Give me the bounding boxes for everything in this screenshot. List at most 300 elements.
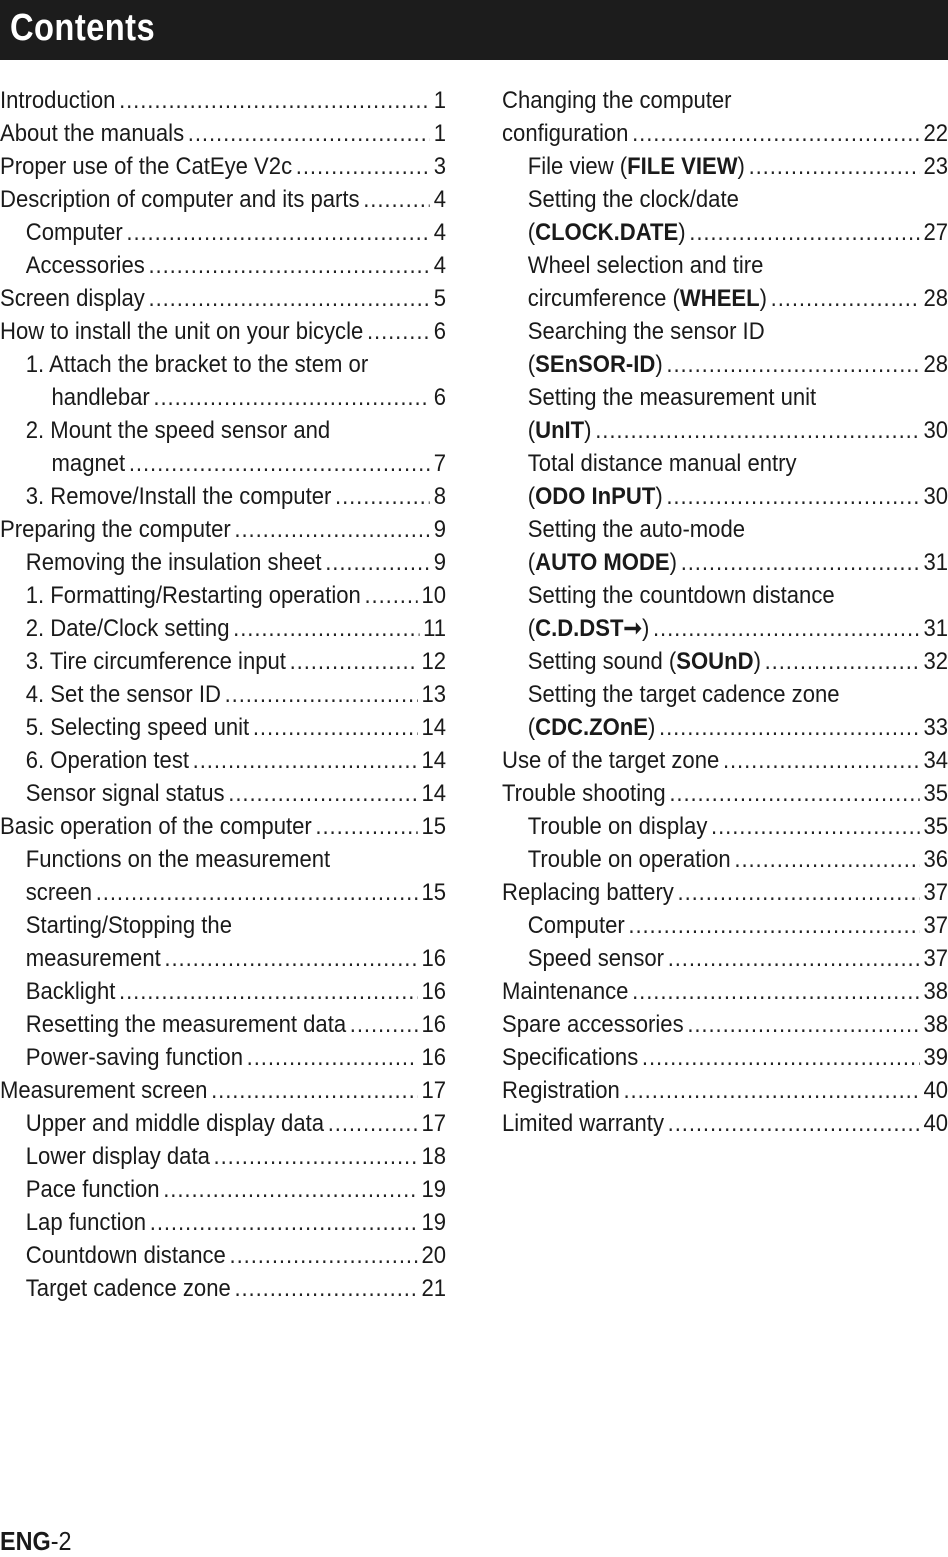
dot-leader <box>247 1041 418 1074</box>
toc-entry-line <box>0 84 446 117</box>
footer-page-number: -2 <box>50 1526 72 1556</box>
toc-entry-line <box>502 1041 948 1074</box>
toc-page-number: 14 <box>421 780 447 807</box>
toc-entry[interactable] <box>502 183 948 249</box>
dot-leader <box>681 546 920 579</box>
toc-entry[interactable] <box>0 1074 446 1107</box>
toc-entry-label: Resetting the measurement data <box>25 1011 347 1038</box>
toc-page-number: 17 <box>421 1077 447 1104</box>
dot-leader <box>666 348 919 381</box>
dot-leader <box>367 315 430 348</box>
toc-page-number: 27 <box>923 219 948 246</box>
dot-leader <box>765 645 920 678</box>
toc-page-number: 4 <box>433 186 447 213</box>
dot-leader <box>711 810 920 843</box>
toc-entry-line <box>502 117 948 150</box>
toc-entry-label: Limited warranty <box>502 1110 664 1137</box>
dot-leader <box>164 942 417 975</box>
toc-page-number: 37 <box>923 912 948 939</box>
toc-entry[interactable] <box>502 447 948 513</box>
toc-entry-label: Setting sound (SOUnD) <box>527 648 761 675</box>
dot-leader <box>632 975 920 1008</box>
toc-entry[interactable] <box>0 1206 446 1239</box>
toc-entry[interactable] <box>0 216 446 249</box>
toc-entry[interactable] <box>502 249 948 315</box>
toc-entry-setting-name: C.D.DST➞ <box>535 615 642 642</box>
toc-entry-label: 2. Date/Clock setting <box>25 615 230 642</box>
toc-entry-label: Use of the target zone <box>502 747 720 774</box>
toc-entry-line <box>0 447 446 480</box>
toc-entry-line <box>502 546 948 579</box>
toc-entry-label: Computer <box>527 912 625 939</box>
toc-entry-line <box>0 876 446 909</box>
toc-entry-line <box>0 975 446 1008</box>
toc-entry-line <box>0 1008 446 1041</box>
toc-entry-title-line: 1. Attach the bracket to the stem or <box>25 351 369 378</box>
toc-page-number: 11 <box>423 615 447 642</box>
toc-entry-line <box>0 513 446 546</box>
toc-entry-label: (SEnSOR-ID) <box>527 351 663 378</box>
toc-entry[interactable] <box>0 975 446 1008</box>
toc-entry[interactable] <box>502 909 948 942</box>
toc-entry-line <box>502 414 948 447</box>
toc-entry-title-line: Searching the sensor ID <box>527 318 765 345</box>
toc-entry-line <box>0 1140 446 1173</box>
toc-entry-line <box>502 777 948 810</box>
toc-entry[interactable] <box>0 1008 446 1041</box>
toc-entry[interactable] <box>0 150 446 183</box>
toc-entry[interactable] <box>0 1272 446 1305</box>
toc-page-number: 20 <box>421 1242 447 1269</box>
toc-page-number: 30 <box>923 483 948 510</box>
toc-entry-label: Sensor signal status <box>25 780 225 807</box>
dot-leader <box>335 480 430 513</box>
toc-entry[interactable] <box>0 711 446 744</box>
toc-page-number: 4 <box>433 252 447 279</box>
toc-page-number: 39 <box>923 1044 948 1071</box>
toc-page-number: 37 <box>923 945 948 972</box>
toc-entry-setting-name: ODO InPUT <box>535 483 656 510</box>
toc-entry-title-line: Setting the measurement unit <box>527 384 817 411</box>
toc-entry-label: Maintenance <box>502 978 629 1005</box>
toc-entry-title-line: 2. Mount the speed sensor and <box>25 417 331 444</box>
toc-entry[interactable] <box>0 810 446 843</box>
toc-entry-line <box>0 150 446 183</box>
toc-entry[interactable] <box>502 678 948 744</box>
toc-entry-line <box>0 117 446 150</box>
dot-leader <box>253 711 418 744</box>
dot-leader <box>148 249 430 282</box>
toc-entry-title-line: Setting the target cadence zone <box>527 681 840 708</box>
toc-entry-label: Spare accessories <box>502 1011 684 1038</box>
dot-leader <box>230 1239 418 1272</box>
toc-entry-title-line: Starting/Stopping the <box>25 912 232 939</box>
toc-entry-line <box>0 1107 446 1140</box>
toc-page-number: 1 <box>433 120 447 147</box>
toc-page-number: 5 <box>433 285 447 312</box>
dot-leader <box>687 1008 919 1041</box>
toc-entry-label: Basic operation of the computer <box>0 813 312 840</box>
toc-entry-line <box>502 876 948 909</box>
toc-page-number: 9 <box>433 516 447 543</box>
toc-entry-line <box>0 546 446 579</box>
toc-entry-label: Specifications <box>502 1044 639 1071</box>
dot-leader <box>771 282 920 315</box>
toc-page-number: 18 <box>421 1143 447 1170</box>
toc-entry-setting-name: SEnSOR-ID <box>535 351 656 378</box>
dot-leader <box>659 711 920 744</box>
toc-page-number: 28 <box>923 351 948 378</box>
toc-entry-label: Introduction <box>0 87 116 114</box>
toc-entry-label: File view (FILE VIEW) <box>527 153 745 180</box>
toc-entry-label: Countdown distance <box>25 1242 226 1269</box>
toc-entry-line <box>0 744 446 777</box>
dot-leader <box>233 612 419 645</box>
toc-page-number: 16 <box>421 1044 447 1071</box>
toc-page-number: 31 <box>923 615 948 642</box>
toc-entry[interactable] <box>0 744 446 777</box>
toc-entry-line <box>0 579 446 612</box>
toc-entry[interactable] <box>0 546 446 579</box>
toc-entry-label: measurement <box>25 945 161 972</box>
toc-page-number: 4 <box>433 219 447 246</box>
toc-entry-line <box>0 645 446 678</box>
toc-entry-title-line: Total distance manual entry <box>527 450 797 477</box>
dot-leader <box>119 975 418 1008</box>
dot-leader <box>188 117 430 150</box>
toc-entry[interactable] <box>0 183 446 216</box>
toc-entry-setting-name: UnIT <box>535 417 585 444</box>
toc-page-number: 3 <box>433 153 447 180</box>
toc-page-number: 12 <box>421 648 447 675</box>
toc-entry[interactable] <box>502 975 948 1008</box>
toc-entry-line <box>502 810 948 843</box>
toc-entry[interactable] <box>0 1041 446 1074</box>
toc-page-number: 40 <box>923 1077 948 1104</box>
toc-entry-label: Backlight <box>25 978 116 1005</box>
dot-leader <box>328 1107 418 1140</box>
toc-entry-line <box>502 480 948 513</box>
toc-entry-line <box>0 183 446 216</box>
toc-entry-line <box>502 843 948 876</box>
toc-entry[interactable] <box>502 843 948 876</box>
toc-page-number: 21 <box>421 1275 447 1302</box>
toc-entry[interactable] <box>0 777 446 810</box>
toc-page-number: 31 <box>923 549 948 576</box>
dot-leader <box>669 777 919 810</box>
toc-entry-title-line: Changing the computer <box>502 87 732 114</box>
toc-page-number: 14 <box>421 747 447 774</box>
toc-entry[interactable] <box>502 1107 948 1140</box>
toc-entry[interactable] <box>502 150 948 183</box>
dot-leader <box>653 612 920 645</box>
dot-leader <box>632 117 920 150</box>
toc-entry[interactable] <box>502 777 948 810</box>
toc-page-number: 6 <box>433 384 447 411</box>
toc-entry-setting-name: CLOCK.DATE <box>535 219 679 246</box>
toc-entry[interactable] <box>0 1239 446 1272</box>
toc-entry[interactable] <box>0 480 446 513</box>
toc-entry-label: Upper and middle display data <box>25 1110 325 1137</box>
toc-entry-setting-name: AUTO MODE <box>535 549 670 576</box>
dot-leader <box>119 84 430 117</box>
toc-page-number: 15 <box>421 813 447 840</box>
toc-entry-line <box>0 1074 446 1107</box>
dot-leader <box>350 1008 418 1041</box>
dot-leader <box>628 909 919 942</box>
toc-entry-line <box>0 942 446 975</box>
toc-entry-label: Removing the insulation sheet <box>25 549 322 576</box>
toc-entry-line <box>502 216 948 249</box>
toc-entry-label: Screen display <box>0 285 145 312</box>
toc-entry-line <box>0 249 446 282</box>
toc-page-number: 38 <box>923 978 948 1005</box>
toc-entry[interactable] <box>502 810 948 843</box>
toc-entry-label: About the manuals <box>0 120 185 147</box>
toc-entry-line <box>0 282 446 315</box>
toc-page-number: 13 <box>421 681 447 708</box>
toc-entry-label: (C.D.DST➞) <box>527 615 650 642</box>
toc-entry-label: Trouble on operation <box>527 846 731 873</box>
toc-entry[interactable] <box>0 678 446 711</box>
toc-entry[interactable] <box>502 744 948 777</box>
toc-entry-setting-name: CDC.ZOnE <box>535 714 648 741</box>
toc-entry[interactable] <box>502 315 948 381</box>
dot-leader <box>129 447 430 480</box>
toc-entry-line <box>0 711 446 744</box>
toc-entry-label: configuration <box>502 120 629 147</box>
toc-page-number: 36 <box>923 846 948 873</box>
page-footer <box>0 1526 72 1557</box>
toc-page-number: 7 <box>433 450 447 477</box>
toc-entry-title-line: Wheel selection and tire <box>527 252 764 279</box>
dot-leader <box>234 1272 417 1305</box>
toc-entry-label: Accessories <box>25 252 145 279</box>
dot-leader <box>126 216 430 249</box>
toc-page-number: 10 <box>421 582 447 609</box>
toc-entry-line <box>502 942 948 975</box>
dot-leader <box>150 1206 418 1239</box>
toc-entry-label: (UnIT) <box>527 417 592 444</box>
toc-entry-line <box>502 348 948 381</box>
toc-page-number: 30 <box>923 417 948 444</box>
toc-page-number: 16 <box>421 978 447 1005</box>
toc-entry-label: Computer <box>25 219 123 246</box>
toc-entry-line <box>502 150 948 183</box>
toc-entry-label: Registration <box>502 1077 620 1104</box>
dot-leader <box>364 579 417 612</box>
toc-entry[interactable] <box>502 942 948 975</box>
toc-entry-line <box>502 975 948 1008</box>
toc-entry-label: Replacing battery <box>502 879 674 906</box>
toc-entry-label: (CLOCK.DATE) <box>527 219 686 246</box>
dot-leader <box>723 744 920 777</box>
toc-entry[interactable] <box>0 1173 446 1206</box>
toc-entry[interactable] <box>502 579 948 645</box>
toc-page-number: 14 <box>421 714 447 741</box>
dot-leader <box>163 1173 418 1206</box>
toc-entry-line <box>0 1173 446 1206</box>
dot-leader <box>595 414 920 447</box>
toc-entry-line <box>502 612 948 645</box>
toc-page-number: 34 <box>923 747 948 774</box>
toc-entry-label: Speed sensor <box>527 945 665 972</box>
toc-page-number: 22 <box>923 120 948 147</box>
toc-entry[interactable] <box>0 348 446 414</box>
dot-leader <box>668 942 920 975</box>
toc-entry-line <box>0 1239 446 1272</box>
toc-entry[interactable] <box>0 249 446 282</box>
toc-entry-line <box>502 282 948 315</box>
toc-entry-line <box>502 1107 948 1140</box>
toc-entry-label: screen <box>25 879 93 906</box>
dot-leader <box>211 1074 418 1107</box>
toc-entry-label: Measurement screen <box>0 1077 208 1104</box>
toc-entry-line <box>502 1074 948 1107</box>
toc-entry-label: Target cadence zone <box>25 1275 231 1302</box>
toc-entry-title-line: Setting the countdown distance <box>527 582 835 609</box>
toc-entry-label: Preparing the computer <box>0 516 231 543</box>
toc-page-number: 15 <box>421 879 447 906</box>
toc-entry-label: Lap function <box>25 1209 147 1236</box>
toc-entry-line <box>0 381 446 414</box>
toc-entry-label: Pace function <box>25 1176 160 1203</box>
toc-entry-label: 5. Selecting speed unit <box>25 714 250 741</box>
toc-page-number: 16 <box>421 945 447 972</box>
dot-leader <box>734 843 919 876</box>
toc-entry[interactable] <box>0 645 446 678</box>
toc-entry-title-line: Setting the auto-mode <box>527 516 746 543</box>
dot-leader <box>234 513 430 546</box>
toc-entry-line <box>502 711 948 744</box>
toc-entry[interactable] <box>502 381 948 447</box>
toc-entry[interactable] <box>0 513 446 546</box>
toc-page-number: 19 <box>421 1209 447 1236</box>
toc-entry[interactable] <box>0 117 446 150</box>
dot-leader <box>363 183 430 216</box>
dot-leader <box>642 1041 920 1074</box>
toc-page-number: 16 <box>421 1011 447 1038</box>
toc-entry[interactable] <box>0 282 446 315</box>
toc-entry-label: (CDC.ZOnE) <box>527 714 656 741</box>
toc-entry-line <box>502 645 948 678</box>
dot-leader <box>749 150 920 183</box>
toc-entry-line <box>0 678 446 711</box>
toc-entry-label: 6. Operation test <box>25 747 190 774</box>
footer-language: ENG <box>0 1526 51 1556</box>
toc-page-number: 17 <box>421 1110 447 1137</box>
toc-entry-label: How to install the unit on your bicycle <box>0 318 364 345</box>
toc-entry[interactable] <box>502 1008 948 1041</box>
toc-entry[interactable] <box>0 843 446 909</box>
dot-leader <box>325 546 430 579</box>
dot-leader <box>623 1074 919 1107</box>
toc-entry[interactable] <box>502 645 948 678</box>
toc-entry-line <box>0 216 446 249</box>
toc-entry-title-line: Setting the clock/date <box>527 186 739 213</box>
dot-leader <box>214 1140 418 1173</box>
toc-entry-line <box>0 612 446 645</box>
toc-page-number: 6 <box>433 318 447 345</box>
toc-page-number: 9 <box>433 549 447 576</box>
dot-leader <box>149 282 431 315</box>
toc-entry[interactable] <box>502 84 948 150</box>
toc-left-column <box>0 84 446 1305</box>
toc-entry-label: Trouble on display <box>527 813 708 840</box>
dot-leader <box>96 876 418 909</box>
toc-entry-line <box>502 744 948 777</box>
toc-page-number: 1 <box>433 87 447 114</box>
toc-page-number: 33 <box>923 714 948 741</box>
toc-entry-label: 3. Remove/Install the computer <box>25 483 332 510</box>
toc-entry[interactable] <box>0 1140 446 1173</box>
toc-page-number: 35 <box>923 780 948 807</box>
dot-leader <box>678 876 920 909</box>
toc-entry-line <box>502 1008 948 1041</box>
toc-entry[interactable] <box>502 1074 948 1107</box>
toc-entry[interactable] <box>502 1041 948 1074</box>
dot-leader <box>666 480 919 513</box>
toc-entry[interactable] <box>502 513 948 579</box>
toc-page-number: 35 <box>923 813 948 840</box>
contents-header <box>0 0 948 60</box>
toc-entry[interactable] <box>0 612 446 645</box>
toc-entry-label: Trouble shooting <box>502 780 666 807</box>
dot-leader <box>296 150 430 183</box>
toc-entry-line <box>0 315 446 348</box>
toc-page-number: 37 <box>923 879 948 906</box>
toc-entry-label: magnet <box>51 450 126 477</box>
dot-leader <box>689 216 920 249</box>
toc-entry-title-line: Functions on the measurement <box>25 846 331 873</box>
dot-leader <box>225 678 418 711</box>
toc-entry-label: handlebar <box>51 384 150 411</box>
toc-entry-line <box>0 810 446 843</box>
toc-entry-label: (ODO InPUT) <box>527 483 663 510</box>
toc-entry-line <box>0 480 446 513</box>
toc-entry-setting-name: FILE VIEW <box>627 153 738 180</box>
toc-entry-label: Description of computer and its parts <box>0 186 360 213</box>
toc-entry-label: 4. Set the sensor ID <box>25 681 221 708</box>
toc-entry[interactable] <box>0 315 446 348</box>
toc-entry[interactable] <box>0 579 446 612</box>
toc-entry[interactable] <box>502 876 948 909</box>
dot-leader <box>315 810 417 843</box>
page-title: Contents <box>10 7 156 49</box>
toc-entry-setting-name: SOUnD <box>676 648 754 675</box>
toc-entry-label: 1. Formatting/Restarting operation <box>25 582 361 609</box>
toc-entry[interactable] <box>0 909 446 975</box>
toc-entry-line <box>502 909 948 942</box>
toc-page-number: 28 <box>923 285 948 312</box>
toc-right-column <box>502 84 948 1140</box>
toc-page-number: 32 <box>923 648 948 675</box>
toc-page-number: 8 <box>433 483 447 510</box>
toc-entry-label: Power-saving function <box>25 1044 243 1071</box>
toc-page-number: 19 <box>421 1176 447 1203</box>
dot-leader <box>153 381 430 414</box>
toc-entry[interactable] <box>0 1107 446 1140</box>
toc-entry[interactable] <box>0 84 446 117</box>
toc-entry-line <box>0 1041 446 1074</box>
dot-leader <box>228 777 417 810</box>
toc-entry-label: (AUTO MODE) <box>527 549 678 576</box>
toc-entry[interactable] <box>0 414 446 480</box>
dot-leader <box>668 1107 920 1140</box>
toc-entry-label: Lower display data <box>25 1143 210 1170</box>
toc-entry-label: circumference (WHEEL) <box>527 285 768 312</box>
toc-entry-line <box>0 1272 446 1305</box>
